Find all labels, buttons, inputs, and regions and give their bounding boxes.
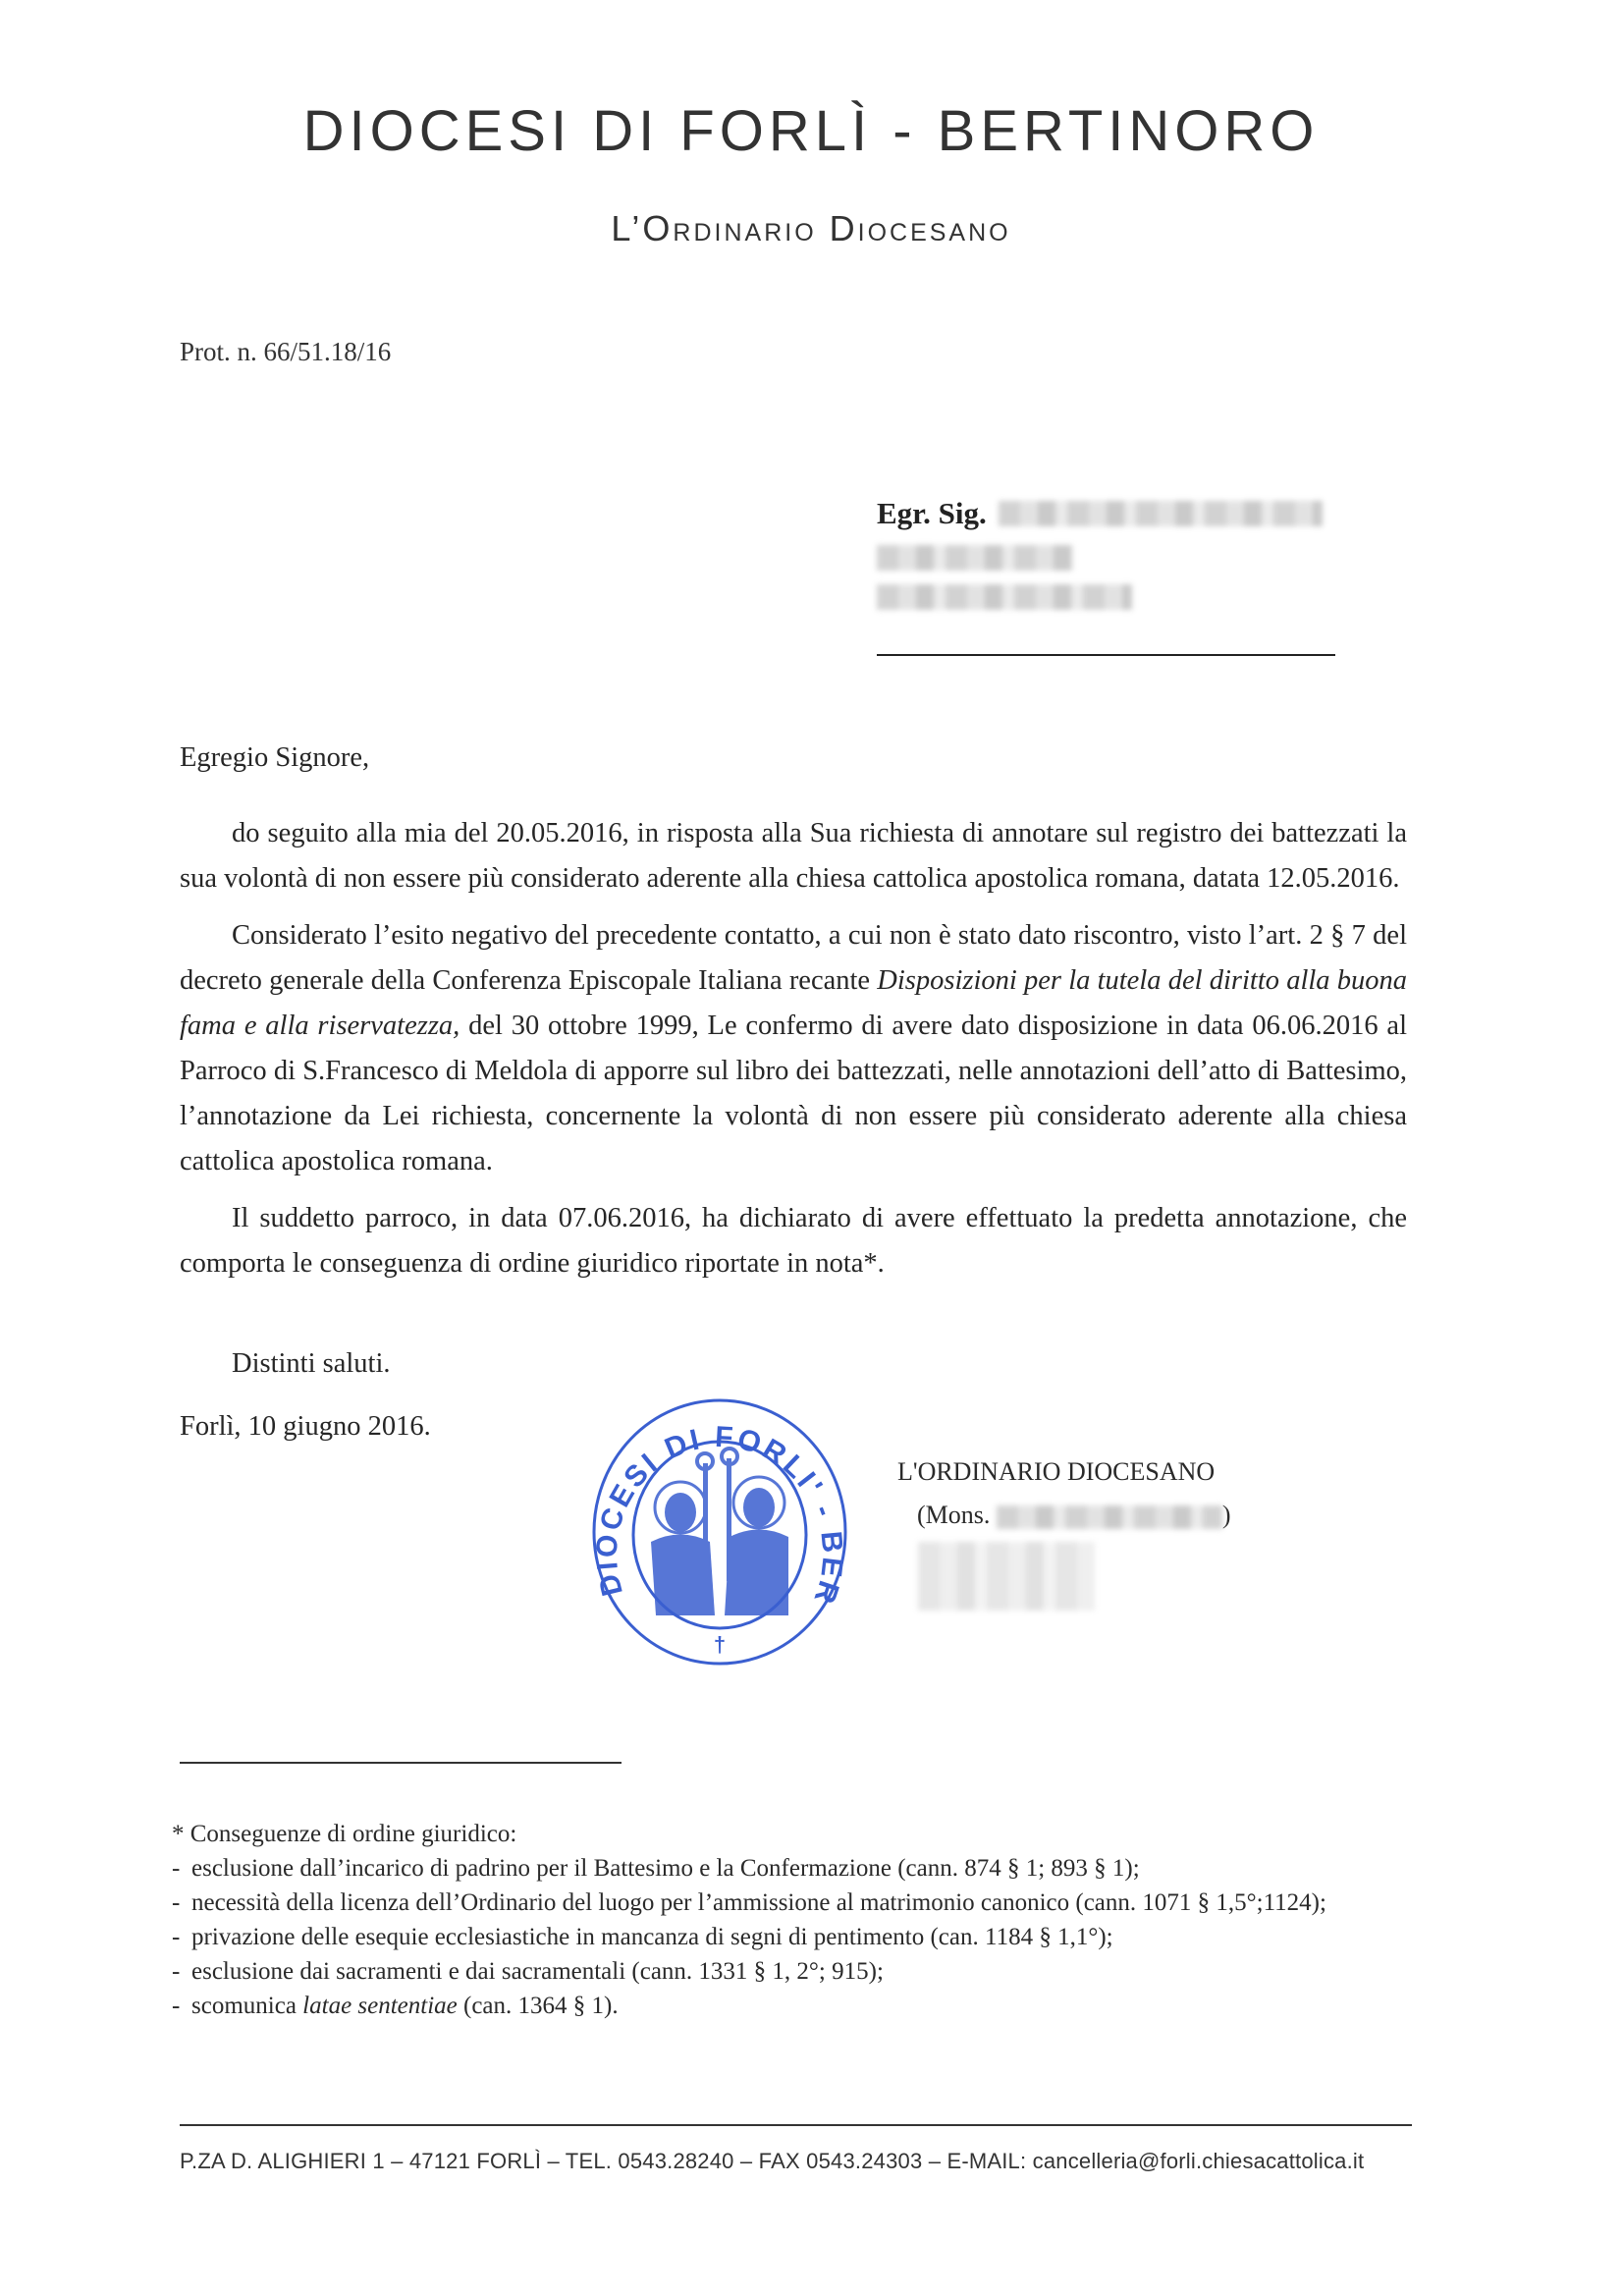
paragraph-2-text-b: del 30 ottobre 1999, Le confermo di avere dato disposizione in data 06.06.2016 al Parroco di S.Francesco di Meldola di apporre sul libro dei battezzati, nelle annotazioni dell’atto di Battesimo, l’annotazione da Lei richiesta, concernente la volontà di non essere più considerato aderente alla chiesa cattolica apostolica romana. <box>180 1011 1407 1176</box>
office-subtitle: L’Ordinario Diocesano <box>611 208 1011 248</box>
footnote-item-text: necessità della licenza dell’Ordinario del luogo per l’ammissione al matrimonio canonico (cann. 1071 § 1,5°;1124); <box>191 1889 1326 1916</box>
signatory-suffix: ) <box>1221 1501 1231 1529</box>
footnote-item: - necessità della licenza dell’Ordinario del luogo per l’ammissione al matrimonio canonico (cann. 1071 § 1,5°;1124); <box>172 1886 1409 1920</box>
latin-term: latae sententiae <box>302 1993 458 2019</box>
recipient-salutation: Egr. Sig. <box>877 496 987 530</box>
place-date: Forlì, 10 giugno 2016. <box>180 1411 431 1442</box>
svg-text:DIOCESI DI FORLI' - BERTINORO: DIOCESI DI FORLI' - BER <box>590 1420 849 1611</box>
address-rule <box>877 654 1335 656</box>
paragraph-3: Il suddetto parroco, in data 07.06.2016, ha dichiarato di avere effettuato la predetta annotazione, che comporta le conseguenza di ordine giuridico riportate in nota*. <box>180 1203 1407 1279</box>
footnotes <box>172 1817 1409 2023</box>
greeting: Egregio Signore, <box>180 742 370 773</box>
paragraph-2-text-a: Considerato l’esito negativo del precedente contatto, a cui non è stato dato riscontro, visto l’art. 2 § 7 del decreto generale della Conferenza Episcopale Italiana recante <box>180 920 1407 996</box>
diocese-title: DIOCESI DI FORLÌ - BERTINORO <box>302 99 1320 163</box>
paragraph-2 <box>180 913 1407 1184</box>
protocol-number: Prot. n. 66/51.18/16 <box>180 337 392 366</box>
footnote-item-text: (can. 1364 § 1). <box>457 1993 619 2019</box>
seal-stamp-icon <box>587 1394 852 1669</box>
footer-address: P.ZA D. ALIGHIERI 1 – 47121 FORLÌ – TEL. 0543.28240 – FAX 0543.24303 – E-MAIL: cancelleria@forli.chiesacattolica.it <box>180 2149 1365 2173</box>
footnote-item: - privazione delle esequie ecclesiastiche in mancanza di segni di pentimento (can. 1184 § 1,1°); <box>172 1920 1409 1954</box>
letter-body <box>180 811 1407 1286</box>
redacted-signature-blur <box>918 1542 1095 1611</box>
footnote-item-text: scomunica <box>191 1993 303 2019</box>
footnote-item: - scomunica latae sententiae (can. 1364 § 1). <box>172 1993 619 2019</box>
footnote-item-text: esclusione dall’incarico di padrino per il Battesimo e la Confermazione (cann. 874 § 1; 893 § 1); <box>191 1855 1140 1882</box>
footnote-heading: * Conseguenze di ordine giuridico: <box>172 1821 517 1847</box>
footnote-item-text: privazione delle esequie ecclesiastiche in mancanza di segni di pentimento (can. 1184 § 1,1°); <box>191 1924 1113 1950</box>
redacted-recipient-name <box>999 501 1323 526</box>
redacted-signatory-name <box>997 1505 1222 1529</box>
footer-rule <box>180 2124 1412 2126</box>
signatory-title: L'ORDINARIO DIOCESANO <box>897 1457 1216 1486</box>
footnote-item: - esclusione dall’incarico di padrino per il Battesimo e la Confermazione (cann. 874 § 1; 893 § 1); <box>172 1851 1409 1886</box>
footnote-item-text: esclusione dai sacramenti e dai sacramentali (cann. 1331 § 1, 2°; 915); <box>191 1958 884 1985</box>
footnote-rule <box>180 1762 622 1764</box>
recipient-address-block <box>877 496 1338 610</box>
diocese-seal <box>587 1394 852 1669</box>
signatory-name <box>917 1501 1231 1530</box>
footnote-item: - esclusione dai sacramenti e dai sacramentali (cann. 1331 § 1, 2°; 915); <box>172 1954 1409 1989</box>
redacted-city-line <box>877 584 1132 610</box>
redacted-signature <box>918 1542 1095 1611</box>
paragraph-1: do seguito alla mia del 20.05.2016, in risposta alla Sua richiesta di annotare sul registro dei battezzati la sua volontà di non essere più considerato aderente alla chiesa cattolica apostolica romana, datata 12.05.2016. <box>180 818 1407 894</box>
svg-text:†: † <box>713 1632 727 1657</box>
decree-title: Disposizioni per la tutela del diritto alla buona fama e alla riservatezza, <box>180 965 1407 1041</box>
redacted-address-line <box>877 545 1073 571</box>
closing: Distinti saluti. <box>232 1348 391 1379</box>
signatory-prefix: (Mons. <box>917 1501 991 1529</box>
